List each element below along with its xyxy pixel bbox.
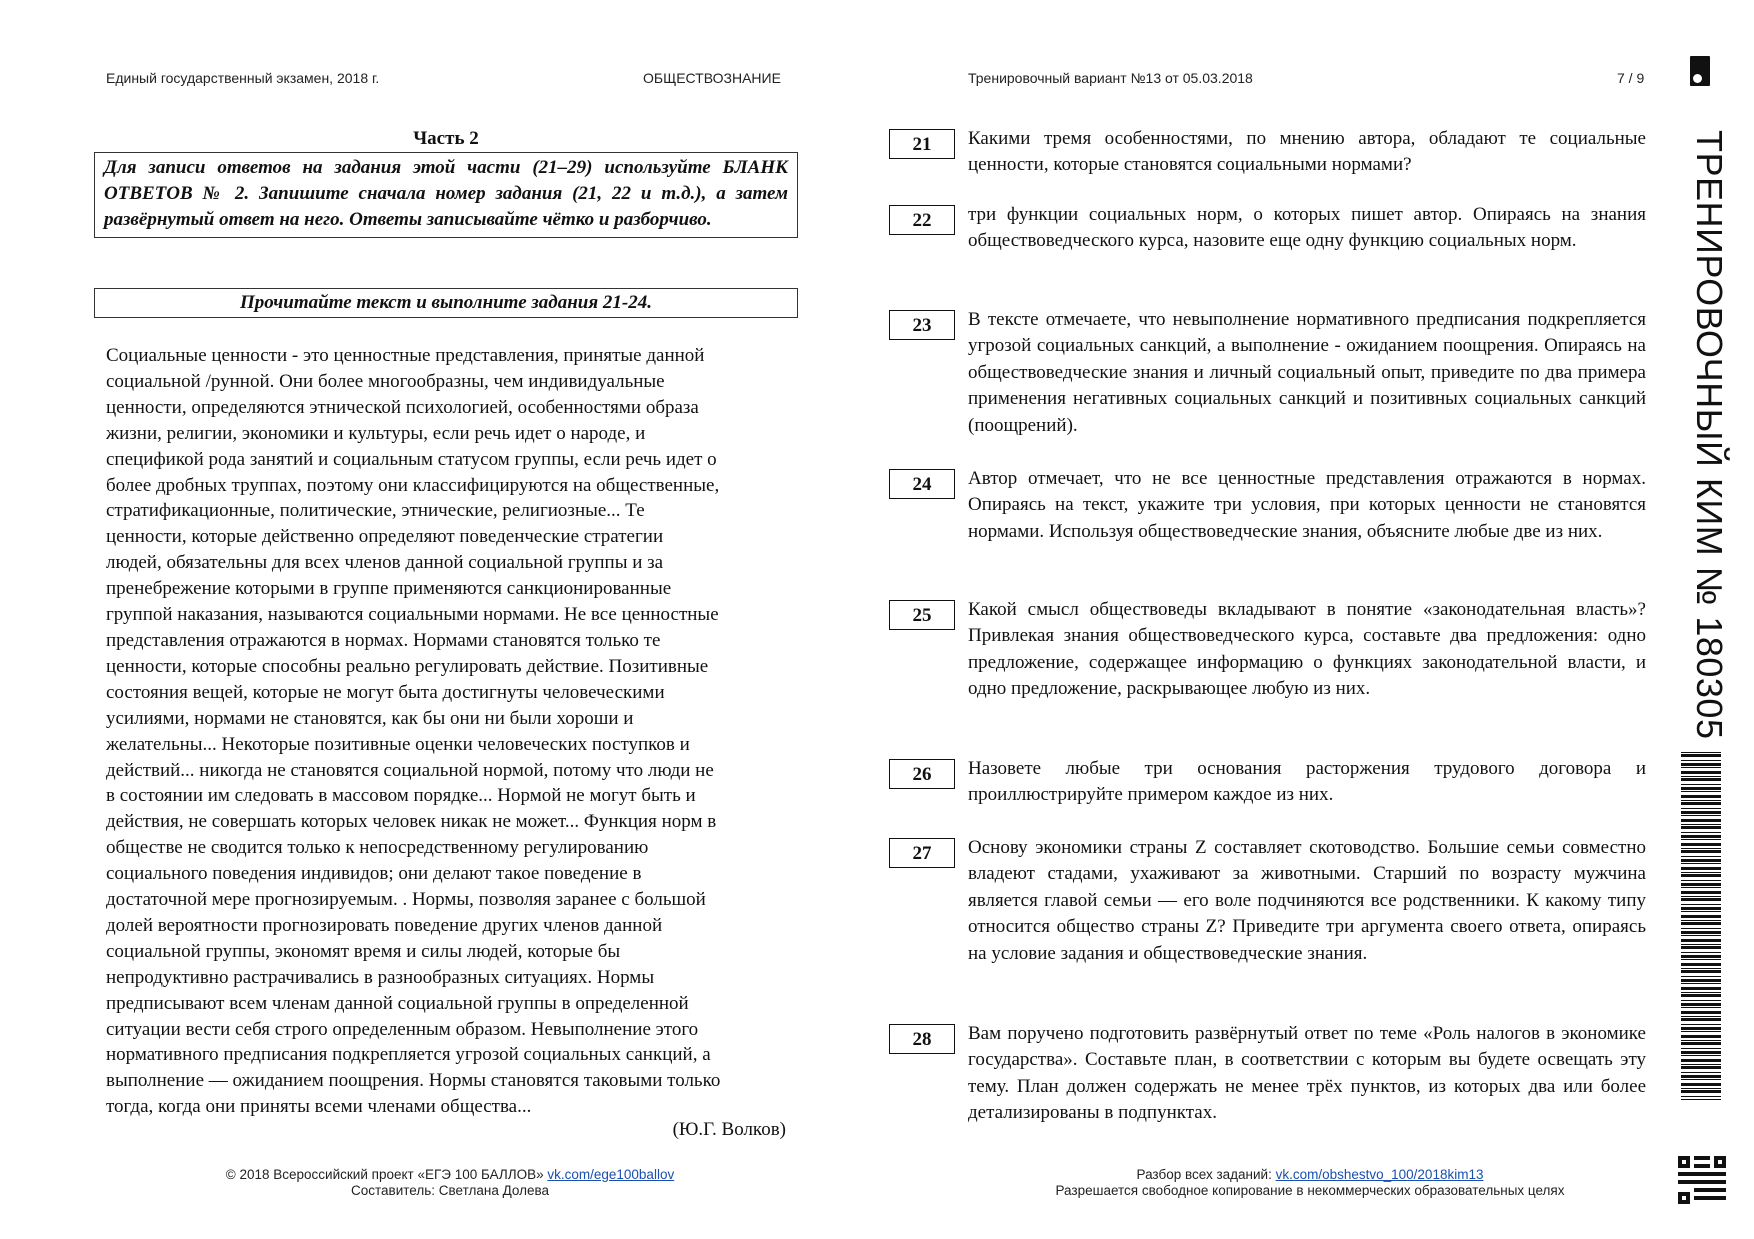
qr-module	[1722, 1188, 1726, 1192]
task-text: Какой смысл обществоведы вкладывают в понятие «законодательная власть»? Привлекая знания обществоведческого курса, составьте два предложения: одно предложение, содержащее информацию о функциях законодательной власти, и одно предложение, раскрывающее любую из них.	[968, 599, 1646, 700]
qr-finder-module	[1686, 1164, 1690, 1168]
barcode-bar	[1681, 946, 1721, 949]
qr-module	[1698, 1172, 1702, 1176]
barcode-bar	[1681, 1083, 1721, 1086]
barcode-bar	[1681, 1075, 1721, 1078]
footer-right	[990, 1167, 1630, 1199]
text-line: социальной /рунной. Они более многообразны, чем индивидуальные	[106, 370, 665, 392]
barcode-bar	[1681, 959, 1721, 960]
text-line: ситуации вести себя строго определенным образом. Невыполнение этого	[106, 1018, 699, 1040]
barcode-bar	[1681, 1079, 1721, 1080]
barcode-bar	[1681, 819, 1721, 822]
qr-finder-module	[1714, 1156, 1718, 1160]
qr-module	[1682, 1172, 1686, 1176]
barcode-bar	[1681, 952, 1721, 953]
footer-analysis-line	[990, 1167, 1630, 1183]
task-text: Основу экономики страны Z составляет скотоводство. Большие семьи совместно владеют стадами, ухаживают за животными. Старший по возрасту мужчина является главой семьи — его воле подчиняются все родственники. К какому типу относится общество страны Z? Приведите три аргумента своего ответа, опираясь на условие задания и обществоведческие знания.	[968, 837, 1646, 964]
qr-module	[1678, 1180, 1682, 1184]
barcode-bar	[1681, 911, 1721, 912]
text-line: в состоянии им следовать в массовом порядке... Нормой не могут быть и	[106, 785, 696, 807]
barcode-bar	[1681, 898, 1721, 901]
barcode-bar	[1681, 1072, 1721, 1073]
barcode-bar	[1681, 867, 1721, 870]
text-line: желательны... Некоторые позитивные оценки человеческих поступков и	[106, 733, 690, 755]
qr-module	[1698, 1180, 1702, 1184]
task-text: Какими тремя особенностями, по мнению автора, обладают те социальные ценности, которые становятся социальными нормами?	[968, 128, 1646, 176]
qr-finder-module	[1686, 1200, 1690, 1204]
qr-module	[1706, 1180, 1710, 1184]
barcode-bar	[1681, 1003, 1721, 1006]
barcode-bar	[1681, 1007, 1721, 1008]
qr-module	[1702, 1164, 1706, 1168]
qr-finder-module	[1678, 1160, 1682, 1164]
qr-module	[1694, 1172, 1698, 1176]
barcode-bar	[1681, 760, 1721, 761]
task-number-box: 24	[889, 469, 955, 499]
barcode-bar	[1681, 843, 1721, 846]
qr-module	[1690, 1180, 1694, 1184]
qr-module	[1702, 1180, 1706, 1184]
task-number-box: 28	[889, 1024, 955, 1054]
text-line: представления отражаются в нормах. Нормами становятся только те	[106, 629, 661, 651]
qr-finder-module	[1714, 1160, 1718, 1164]
barcode-bar	[1681, 778, 1721, 781]
barcode-bar	[1681, 808, 1721, 809]
text-line: группой наказания, называются социальными нормами. Не все ценностные	[106, 604, 719, 626]
logo-icon	[1690, 56, 1710, 86]
text-line: достаточной мере прогнозируемым. . Нормы, позволяя заранее с большой	[106, 889, 706, 911]
text-line: состояния вещей, которые не могут быта достигнуты человеческими	[106, 681, 665, 703]
barcode-bar	[1681, 763, 1721, 766]
task-number-box: 21	[889, 129, 955, 159]
barcode-bar	[1681, 1011, 1721, 1014]
qr-module	[1718, 1172, 1722, 1176]
qr-finder-module	[1686, 1196, 1690, 1200]
qr-module	[1678, 1172, 1682, 1176]
text-line: действия, не совершать которых человек никак не может... Функция норм в	[106, 811, 717, 833]
task-text: три функции социальных норм, о которых пишет автор. Опираясь на знания обществоведческого курса, назовите еще одну функцию социальных норм.	[968, 204, 1646, 252]
qr-module	[1718, 1188, 1722, 1192]
task-number-box: 23	[889, 310, 955, 340]
barcode-bar	[1681, 1031, 1721, 1032]
barcode-bar	[1681, 1051, 1721, 1054]
footer-license: Разрешается свободное копирование в некоммерческих образовательных целях	[1055, 1183, 1565, 1198]
task-text: Автор отмечает, что не все ценностные представления отражаются в нормах. Опираясь на текст, укажите три условия, при которых ценности не становятся нормами. Используя обществоведческие знания, объясните любые две из них.	[968, 468, 1646, 542]
text-line: действий... никогда не становятся социальной нормой, потому что люди не	[106, 759, 714, 781]
barcode-bar	[1681, 1090, 1721, 1093]
instruction-box: Для записи ответов на задания этой части (21–29) используйте БЛАНК ОТВЕТОВ № 2. Запишите сначала номер задания (21, 22 и т.д.), а затем развёрнутый ответ на него. Ответы записывайте чётко и разборчиво.	[94, 152, 798, 238]
barcode-bar	[1681, 802, 1721, 805]
qr-module	[1710, 1172, 1714, 1176]
barcode-bar	[1681, 850, 1721, 853]
barcode-bar	[1681, 944, 1721, 945]
barcode-icon	[1681, 752, 1721, 1100]
barcode-bar	[1681, 784, 1721, 785]
qr-module	[1710, 1180, 1714, 1184]
qr-module	[1694, 1156, 1698, 1160]
qr-finder-module	[1678, 1164, 1682, 1168]
qr-finder-module	[1686, 1160, 1690, 1164]
barcode-bar	[1681, 863, 1721, 864]
footer-copyright-line	[150, 1167, 750, 1183]
qr-module	[1690, 1172, 1694, 1176]
task-text: Назовете любые три основания расторжения трудового договора и проиллюстрируйте примером каждое из них.	[968, 758, 1646, 806]
text-author: (Ю.Г. Волков)	[672, 1119, 786, 1140]
qr-module	[1694, 1180, 1698, 1184]
text-line: жизни, религии, экономики и культуры, если речь идет о народе, и	[106, 422, 646, 444]
barcode-bar	[1681, 771, 1721, 774]
qr-module	[1722, 1180, 1726, 1184]
barcode-bar	[1681, 968, 1721, 969]
qr-module	[1694, 1188, 1698, 1192]
header-exam-title: Единый государственный экзамен, 2018 г.	[106, 70, 380, 86]
qr-code-icon	[1678, 1156, 1726, 1204]
text-line: ценности, которые действенно определяют поведенческие стратегии	[106, 526, 664, 548]
footer-copyright-link[interactable]: vk.com/ege100ballov	[547, 1167, 675, 1182]
barcode-bar	[1681, 955, 1721, 958]
qr-module	[1702, 1196, 1706, 1200]
barcode-bar	[1681, 883, 1721, 886]
qr-module	[1718, 1180, 1722, 1184]
barcode-bar	[1681, 931, 1721, 934]
task-number-box: 22	[889, 205, 955, 235]
text-line: предписывают всем членам данной социальной группы в определенной	[106, 992, 689, 1014]
text-line: ценности, определяются этнической психологией, особенностями образа	[106, 396, 699, 418]
barcode-bar	[1681, 791, 1721, 792]
source-text	[106, 343, 796, 1120]
text-line: усилиями, нормами не становятся, как бы они ни были хороши и	[106, 707, 634, 729]
qr-finder-module	[1682, 1156, 1686, 1160]
barcode-bar	[1681, 795, 1721, 798]
barcode-bar	[1681, 1048, 1721, 1049]
barcode-bar	[1681, 896, 1721, 897]
qr-module	[1706, 1188, 1710, 1192]
qr-module	[1698, 1156, 1702, 1160]
barcode-bar	[1681, 872, 1721, 873]
barcode-bar	[1681, 835, 1721, 838]
qr-module	[1702, 1188, 1706, 1192]
barcode-bar	[1681, 935, 1721, 936]
barcode-bar	[1681, 859, 1721, 862]
barcode-bar	[1681, 1059, 1721, 1062]
barcode-bar	[1681, 839, 1721, 840]
barcode-bar	[1681, 992, 1721, 993]
qr-finder-module	[1722, 1164, 1726, 1168]
qr-module	[1710, 1196, 1714, 1200]
qr-module	[1714, 1180, 1718, 1184]
footer-copyright: © 2018 Всероссийский проект «ЕГЭ 100 БАЛЛОВ»	[225, 1167, 544, 1182]
qr-module	[1714, 1188, 1718, 1192]
qr-module	[1694, 1196, 1698, 1200]
qr-finder-module	[1722, 1156, 1726, 1160]
barcode-bar	[1681, 767, 1721, 768]
text-line: пренебрежение которыми в группе применяются санкционированные	[106, 578, 672, 600]
barcode-bar	[1681, 832, 1721, 833]
barcode-bar	[1681, 787, 1721, 790]
barcode-bar	[1681, 994, 1721, 997]
qr-finder-module	[1682, 1200, 1686, 1204]
qr-module	[1722, 1196, 1726, 1200]
qr-module	[1706, 1164, 1710, 1168]
barcode-bar	[1681, 939, 1721, 942]
barcode-bar	[1681, 922, 1721, 925]
barcode-bar	[1681, 752, 1721, 753]
qr-finder-module	[1678, 1196, 1682, 1200]
qr-finder-module	[1722, 1160, 1726, 1164]
barcode-bar	[1681, 1035, 1721, 1038]
barcode-bar	[1681, 1040, 1721, 1041]
barcode-bar	[1681, 1042, 1721, 1045]
barcode-bar	[1681, 880, 1721, 881]
header-page-number: 7 / 9	[1617, 70, 1645, 86]
qr-finder-module	[1682, 1164, 1686, 1168]
task-text: В тексте отмечаете, что невыполнение нормативного предписания подкрепляется угрозой социальных санкций, а выполнение - ожиданием поощрения. Опираясь на обществоведческие знания и личный социальный опыт, приведите по два примера применения негативных социальных санкций и позитивных социальных санкций (поощрений).	[968, 309, 1646, 436]
barcode-bar	[1681, 979, 1721, 982]
barcode-bar	[1681, 1088, 1721, 1089]
barcode-bar	[1681, 800, 1721, 801]
barcode-bar	[1681, 1018, 1721, 1021]
barcode-bar	[1681, 826, 1721, 829]
qr-module	[1702, 1156, 1706, 1160]
text-line: Социальные ценности - это ценностные представления, принятые данной	[106, 345, 705, 366]
text-line: выполнение — ожиданием поощрения. Нормы становятся таковыми только	[106, 1070, 721, 1092]
qr-module	[1698, 1188, 1702, 1192]
header-variant: Тренировочный вариант №13 от 05.03.2018	[968, 70, 1253, 86]
qr-module	[1706, 1156, 1710, 1160]
barcode-bar	[1681, 848, 1721, 849]
read-instruction-box: Прочитайте текст и выполните задания 21-24.	[94, 288, 798, 318]
barcode-bar	[1681, 920, 1721, 921]
qr-finder-module	[1718, 1164, 1722, 1168]
barcode-bar	[1681, 915, 1721, 918]
qr-module	[1698, 1164, 1702, 1168]
qr-finder-module	[1678, 1200, 1682, 1204]
barcode-bar	[1681, 815, 1721, 816]
text-line: тогда, когда они приняты всеми членами общества...	[106, 1096, 532, 1118]
qr-module	[1686, 1180, 1690, 1184]
qr-finder-module	[1682, 1192, 1686, 1196]
barcode-bar	[1681, 856, 1721, 857]
text-line: ценности, которые способны реально регулировать действие. Позитивные	[106, 655, 709, 677]
footer-compiler: Составитель: Светлана Долева	[351, 1183, 549, 1198]
barcode-bar	[1681, 891, 1721, 894]
qr-finder-module	[1678, 1156, 1682, 1160]
barcode-bar	[1681, 887, 1721, 888]
barcode-bar	[1681, 983, 1721, 984]
text-line: долей вероятности прогнозировать поведение других членов данной	[106, 914, 663, 936]
barcode-bar	[1681, 1027, 1721, 1030]
footer-left	[150, 1167, 750, 1199]
qr-module	[1718, 1196, 1722, 1200]
qr-module	[1706, 1172, 1710, 1176]
text-line: стратификационные, политические, этнические, религиозные... Те	[106, 500, 645, 522]
barcode-bar	[1681, 874, 1721, 877]
text-line: спецификой рода занятий и социальным статусом группы, если речь идет о	[106, 448, 717, 470]
text-line: социального поведения индивидов; они делают такое поведение в	[106, 863, 642, 885]
side-variant-title: ТРЕНИРОВОЧНЫЙ КИМ № 180305	[1689, 130, 1730, 740]
qr-finder-module	[1686, 1192, 1690, 1196]
barcode-bar	[1681, 1016, 1721, 1017]
qr-finder-module	[1678, 1192, 1682, 1196]
barcode-bar	[1681, 811, 1721, 814]
barcode-bar	[1681, 970, 1721, 973]
task-number-box: 26	[889, 759, 955, 789]
header-subject: ОБЩЕСТВОЗНАНИЕ	[643, 70, 781, 86]
barcode-bar	[1681, 963, 1721, 966]
text-line: непродуктивно растрачивались в разнообразных ситуациях. Нормы	[106, 966, 655, 988]
barcode-bar	[1681, 976, 1721, 977]
task-number-box: 25	[889, 600, 955, 630]
barcode-bar	[1681, 1055, 1721, 1056]
barcode-bar	[1681, 1099, 1721, 1100]
qr-module	[1706, 1196, 1710, 1200]
qr-module	[1682, 1180, 1686, 1184]
barcode-bar	[1681, 754, 1721, 757]
text-line: обществе не сводится только к непосредственному регулированию	[106, 837, 649, 859]
barcode-bar	[1681, 907, 1721, 910]
barcode-bar	[1681, 776, 1721, 777]
barcode-bar	[1681, 928, 1721, 929]
footer-analysis-label: Разбор всех заданий:	[1136, 1167, 1272, 1182]
qr-module	[1694, 1164, 1698, 1168]
barcode-bar	[1681, 1096, 1721, 1097]
qr-finder-module	[1718, 1156, 1722, 1160]
qr-module	[1686, 1172, 1690, 1176]
task-number-box: 27	[889, 838, 955, 868]
task-text: Вам поручено подготовить развёрнутый ответ по теме «Роль налогов в экономике государства». Составьте план, в соответствии с которым вы будете освещать эту тему. План должен содержать не менее трёх пунктов, из которых два или более детализированы в подпунктах.	[968, 1023, 1646, 1124]
barcode-bar	[1681, 1066, 1721, 1069]
text-line: более дробных труппах, поэтому они классифицируются на общественные,	[106, 474, 720, 496]
qr-module	[1710, 1188, 1714, 1192]
qr-module	[1714, 1172, 1718, 1176]
qr-module	[1722, 1172, 1726, 1176]
qr-finder-module	[1714, 1164, 1718, 1168]
text-line: социальной группы, экономят время и силы людей, которые бы	[106, 940, 621, 962]
qr-module	[1698, 1196, 1702, 1200]
barcode-bar	[1681, 1000, 1721, 1001]
barcode-bar	[1681, 987, 1721, 990]
text-line: людей, обязательны для всех членов данной социальной группы и за	[106, 552, 664, 574]
qr-finder-module	[1686, 1156, 1690, 1160]
text-line: нормативного предписания подкрепляется угрозой социальных санкций, а	[106, 1044, 711, 1066]
barcode-bar	[1681, 824, 1721, 825]
footer-analysis-link[interactable]: vk.com/obshestvo_100/2018kim13	[1275, 1167, 1484, 1182]
qr-module	[1714, 1196, 1718, 1200]
barcode-bar	[1681, 1024, 1721, 1025]
qr-module	[1702, 1172, 1706, 1176]
part-title: Часть 2	[413, 128, 479, 149]
barcode-bar	[1681, 1064, 1721, 1065]
barcode-bar	[1681, 904, 1721, 905]
